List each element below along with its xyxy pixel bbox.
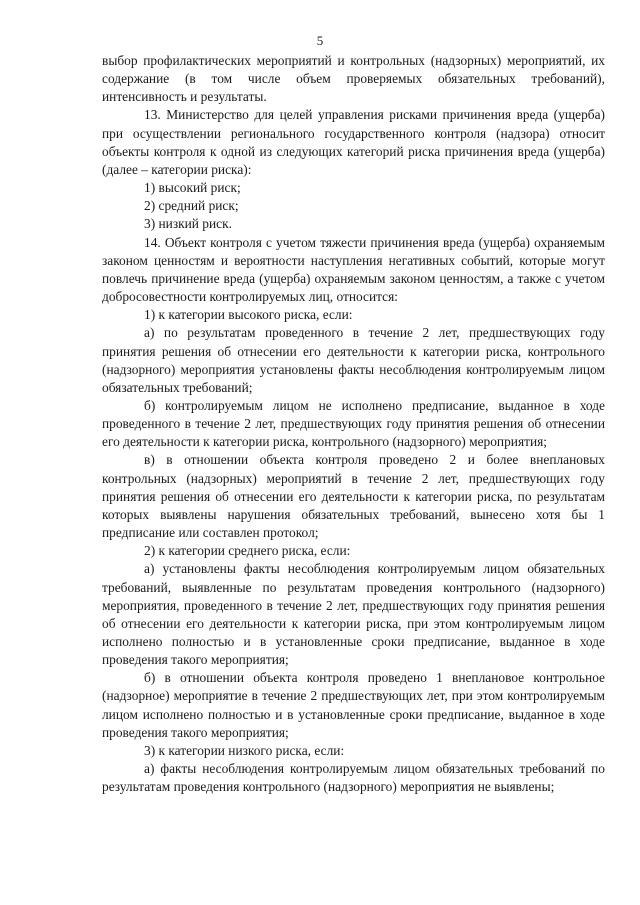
paragraph: 13. Министерство для целей управления рисками причинения вреда (ущерба) при осуществлении регионального государственного контроля (надзора) относит объекты контроля к одной из следующих категорий риска причинения вреда (ущерба) (далее – категории риска):: [102, 107, 605, 177]
paragraph: 2) к категории среднего риска, если:: [144, 543, 351, 559]
paragraph: 3) низкий риск.: [144, 216, 232, 232]
document-body: [102, 52, 605, 796]
paragraph: 1) к категории высокого риска, если:: [144, 307, 353, 323]
paragraph: 3) к категории низкого риска, если:: [144, 742, 345, 758]
paragraph: а) факты несоблюдения контролируемым лицом обязательных требований по результатам проведения контрольного (надзорного) мероприятия не выявлены;: [102, 761, 605, 795]
paragraph: 14. Объект контроля с учетом тяжести причинения вреда (ущерба) охраняемым законом ценностям и вероятности наступления негативных событий, которые могут повлечь причинение вреда (ущерба) охраняемым законом ценностям, а также с учетом добросовестности контролируемых лиц, относится:: [102, 234, 605, 305]
paragraph: а) по результатам проведенного в течение 2 лет, предшествующих году принятия решения об отнесении его деятельности к категории риска, контрольного (надзорного) мероприятия установлены факты несоблюдения контролируемым лицом обязательных требований;: [102, 325, 605, 395]
paragraph: выбор профилактических мероприятий и контрольных (надзорных) мероприятий, их содержание (в том числе объем проверяемых обязательных требований), интенсивность и результаты.: [102, 53, 605, 105]
paragraph: в) в отношении объекта контроля проведено 2 и более внеплановых контрольных (надзорных) мероприятий в течение 2 лет, предшествующих году принятия решения об отнесении его деятельности к категории риска, по результатам которых выявлены нарушения обязательных требований, вынесено хотя бы 1 предписание или составлен протокол;: [102, 452, 605, 541]
paragraph: а) установлены факты несоблюдения контролируемым лицом обязательных требований, выявленные по результатам проведения контрольного (надзорного) мероприятия, проведенного в течение 2 лет, предшествующих году принятия решения об отнесении его деятельности к категории риска, при этом контролируемым лицом исполнено полностью и в установленные сроки предписание, выданное в ходе проведения такого мероприятия;: [102, 561, 605, 668]
paragraph: 1) высокий риск;: [144, 180, 241, 196]
paragraph: б) контролируемым лицом не исполнено предписание, выданное в ходе проведенного в течение 2 лет, предшествующих году принятия решения об отнесении его деятельности к категории риска, контрольного (надзорного) мероприятия;: [102, 397, 605, 450]
page-number: 5: [316, 33, 324, 48]
paragraph: б) в отношении объекта контроля проведено 1 внеплановое контрольное (надзорное) мероприятие в течение 2 предшествующих лет, при этом контролируемым лицом исполнено полностью и в установленные сроки предписание, выданное в ходе проведения такого мероприятия;: [102, 670, 605, 740]
paragraph: 2) средний риск;: [144, 198, 239, 214]
